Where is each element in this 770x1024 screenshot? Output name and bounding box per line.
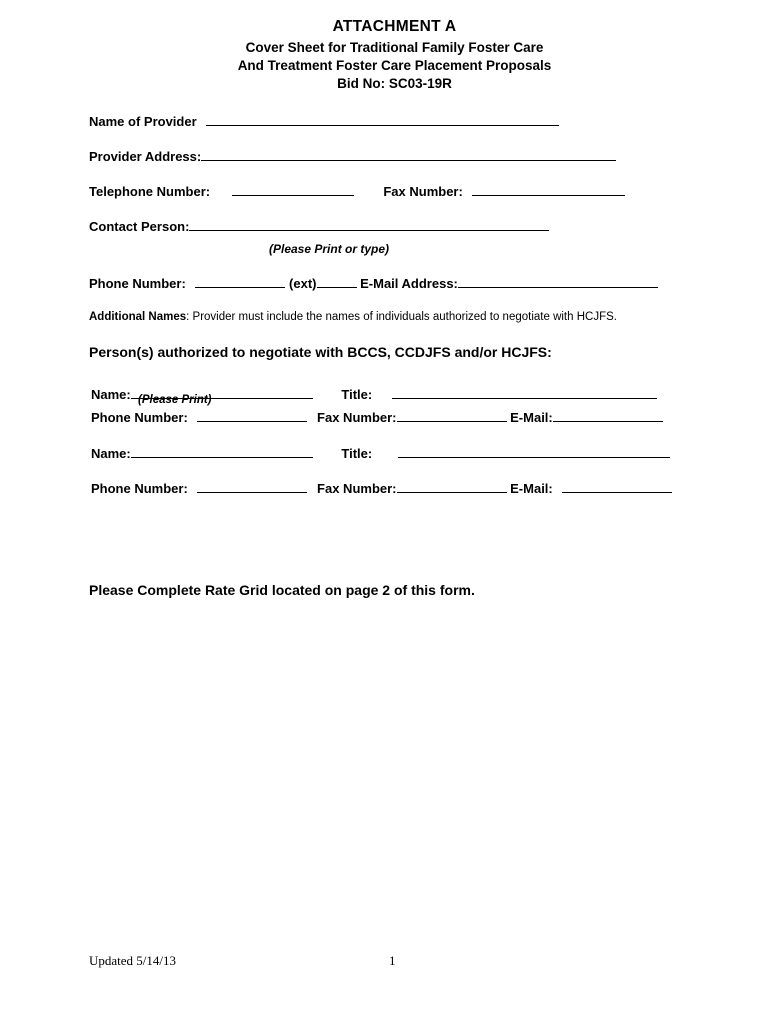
contact-person-input[interactable] xyxy=(189,218,549,231)
entry1-email-input[interactable] xyxy=(553,409,663,422)
entry2-title-label: Title: xyxy=(341,446,373,461)
entry2-phone-fax-email-row xyxy=(91,480,700,496)
entry1-fax-input[interactable] xyxy=(397,409,507,422)
email-address-label: E-Mail Address: xyxy=(360,276,458,291)
field-telephone-and-fax xyxy=(89,183,700,199)
entry1-phone-input[interactable] xyxy=(197,409,307,422)
bid-number: Bid No: SC03-19R xyxy=(337,76,452,91)
please-print-or-type-caption: (Please Print or type) xyxy=(269,242,390,256)
entry2-phone-input[interactable] xyxy=(197,480,307,493)
footer-updated-date: Updated 5/14/13 xyxy=(89,953,177,968)
entry1-email-label: E-Mail: xyxy=(510,410,553,425)
field-phone-ext-email xyxy=(89,275,700,291)
field-name-of-provider xyxy=(89,113,700,129)
additional-names-bold: Additional Names xyxy=(89,311,187,323)
entry1-fax-label: Fax Number: xyxy=(317,410,397,425)
entry1-name-label: Name: xyxy=(91,387,131,402)
telephone-number-input[interactable] xyxy=(232,183,354,196)
entry1-phone-label: Phone Number: xyxy=(91,410,188,425)
ext-label: (ext) xyxy=(289,276,317,291)
rate-grid-notice: Please Complete Rate Grid located on page 2 of this form. xyxy=(89,582,475,598)
footer-page-number: 1 xyxy=(389,953,396,968)
field-contact-person xyxy=(89,218,700,234)
entry2-phone-label: Phone Number: xyxy=(91,481,188,496)
document-subtitle-line1: Cover Sheet for Traditional Family Foster Care xyxy=(245,40,544,55)
fax-number-input[interactable] xyxy=(472,183,625,196)
name-of-provider-input[interactable] xyxy=(206,113,559,126)
entry1-title-label: Title: xyxy=(341,387,373,402)
entry2-fax-input[interactable] xyxy=(397,480,507,493)
ext-input[interactable] xyxy=(317,275,357,288)
negotiator-entry-2 xyxy=(89,445,700,496)
entry2-email-input[interactable] xyxy=(562,480,672,493)
phone-number-input[interactable] xyxy=(195,275,285,288)
contact-person-label: Contact Person: xyxy=(89,219,190,234)
additional-names-note xyxy=(89,311,700,323)
please-print-or-type-row xyxy=(89,240,700,258)
please-print-caption: (Please Print) xyxy=(138,394,212,406)
page-footer xyxy=(89,953,700,969)
field-provider-address xyxy=(89,148,700,164)
entry2-email-label: E-Mail: xyxy=(510,481,553,496)
entry2-name-input[interactable] xyxy=(131,445,313,458)
entry2-title-input[interactable] xyxy=(398,445,670,458)
entry2-name-title-row xyxy=(91,445,700,461)
provider-address-label: Provider Address: xyxy=(89,149,202,164)
fax-number-label: Fax Number: xyxy=(383,184,463,199)
email-address-input[interactable] xyxy=(458,275,658,288)
phone-number-label: Phone Number: xyxy=(89,276,186,291)
title-block xyxy=(89,18,700,91)
entry1-phone-fax-email-row xyxy=(91,409,700,425)
entry2-fax-label: Fax Number: xyxy=(317,481,397,496)
entry1-title-input[interactable] xyxy=(392,386,657,399)
entry2-name-label: Name: xyxy=(91,446,131,461)
form-body xyxy=(89,113,700,598)
document-title: ATTACHMENT A xyxy=(332,18,457,35)
negotiator-entry-1 xyxy=(89,386,700,425)
authorized-negotiators-heading: Person(s) authorized to negotiate with BCCS, CCDJFS and/or HCJFS: xyxy=(89,344,552,360)
name-of-provider-label: Name of Provider xyxy=(89,114,197,129)
provider-address-input[interactable] xyxy=(201,148,616,161)
telephone-number-label: Telephone Number: xyxy=(89,184,211,199)
document-subtitle-line2: And Treatment Foster Care Placement Proposals xyxy=(237,58,552,73)
additional-names-text: : Provider must include the names of individuals authorized to negotiate with HCJFS. xyxy=(186,311,617,323)
